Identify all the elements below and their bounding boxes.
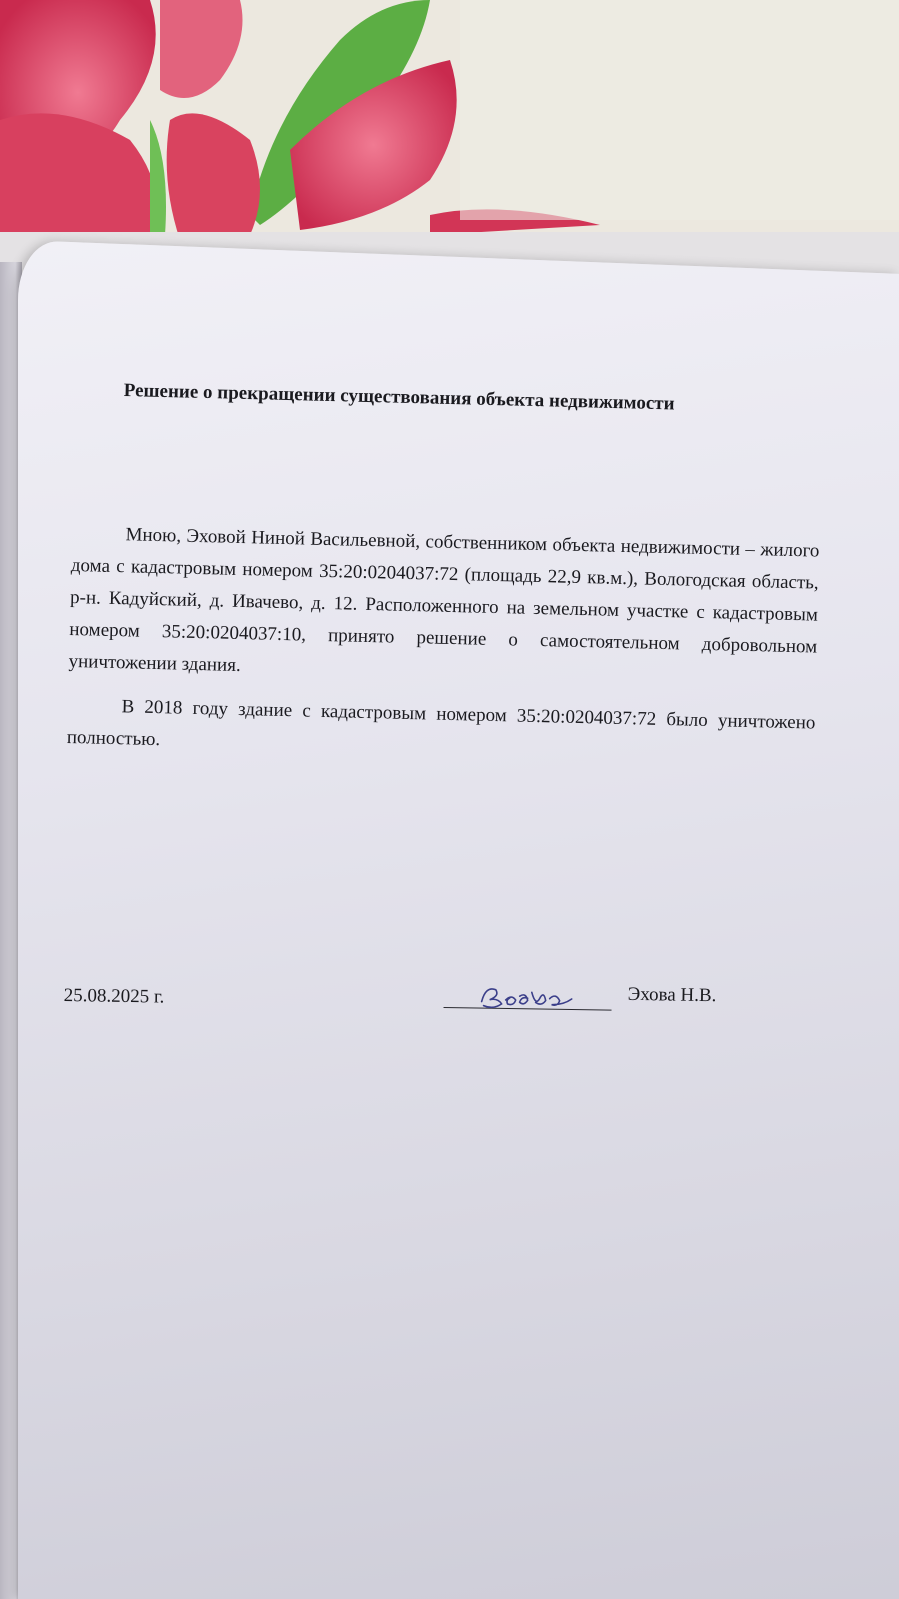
- document-title: Решение о прекращении существования объекта недвижимости: [123, 380, 675, 415]
- signature-row: [63, 975, 824, 1047]
- paper-sheet: [18, 240, 899, 1599]
- signer-name: Эхова Н.В.: [627, 983, 717, 1007]
- document-date: 25.08.2025 г.: [63, 984, 165, 1008]
- paragraph-decision: Мною, Эховой Ниной Васильевной, собственником объекта недвижимости – жилого дома с кадастровым номером 35:20:0204037:72 (площадь 22,9 кв.м.), Вологодская область, р-н. Кадуйский, д. Ивачево, д. 12. Расположенного на земельном участке с кадастровым номером 35:20:0204037:10, принято решение о самостоятельном добровольном уничтожении здания.: [68, 524, 820, 677]
- paragraph-destruction: В 2018 году здание с кадастровым номером 35:20:0204037:72 было уничтожено полностью.: [66, 696, 816, 751]
- document-body: [66, 518, 820, 784]
- handwritten-signature-icon: [475, 975, 576, 1017]
